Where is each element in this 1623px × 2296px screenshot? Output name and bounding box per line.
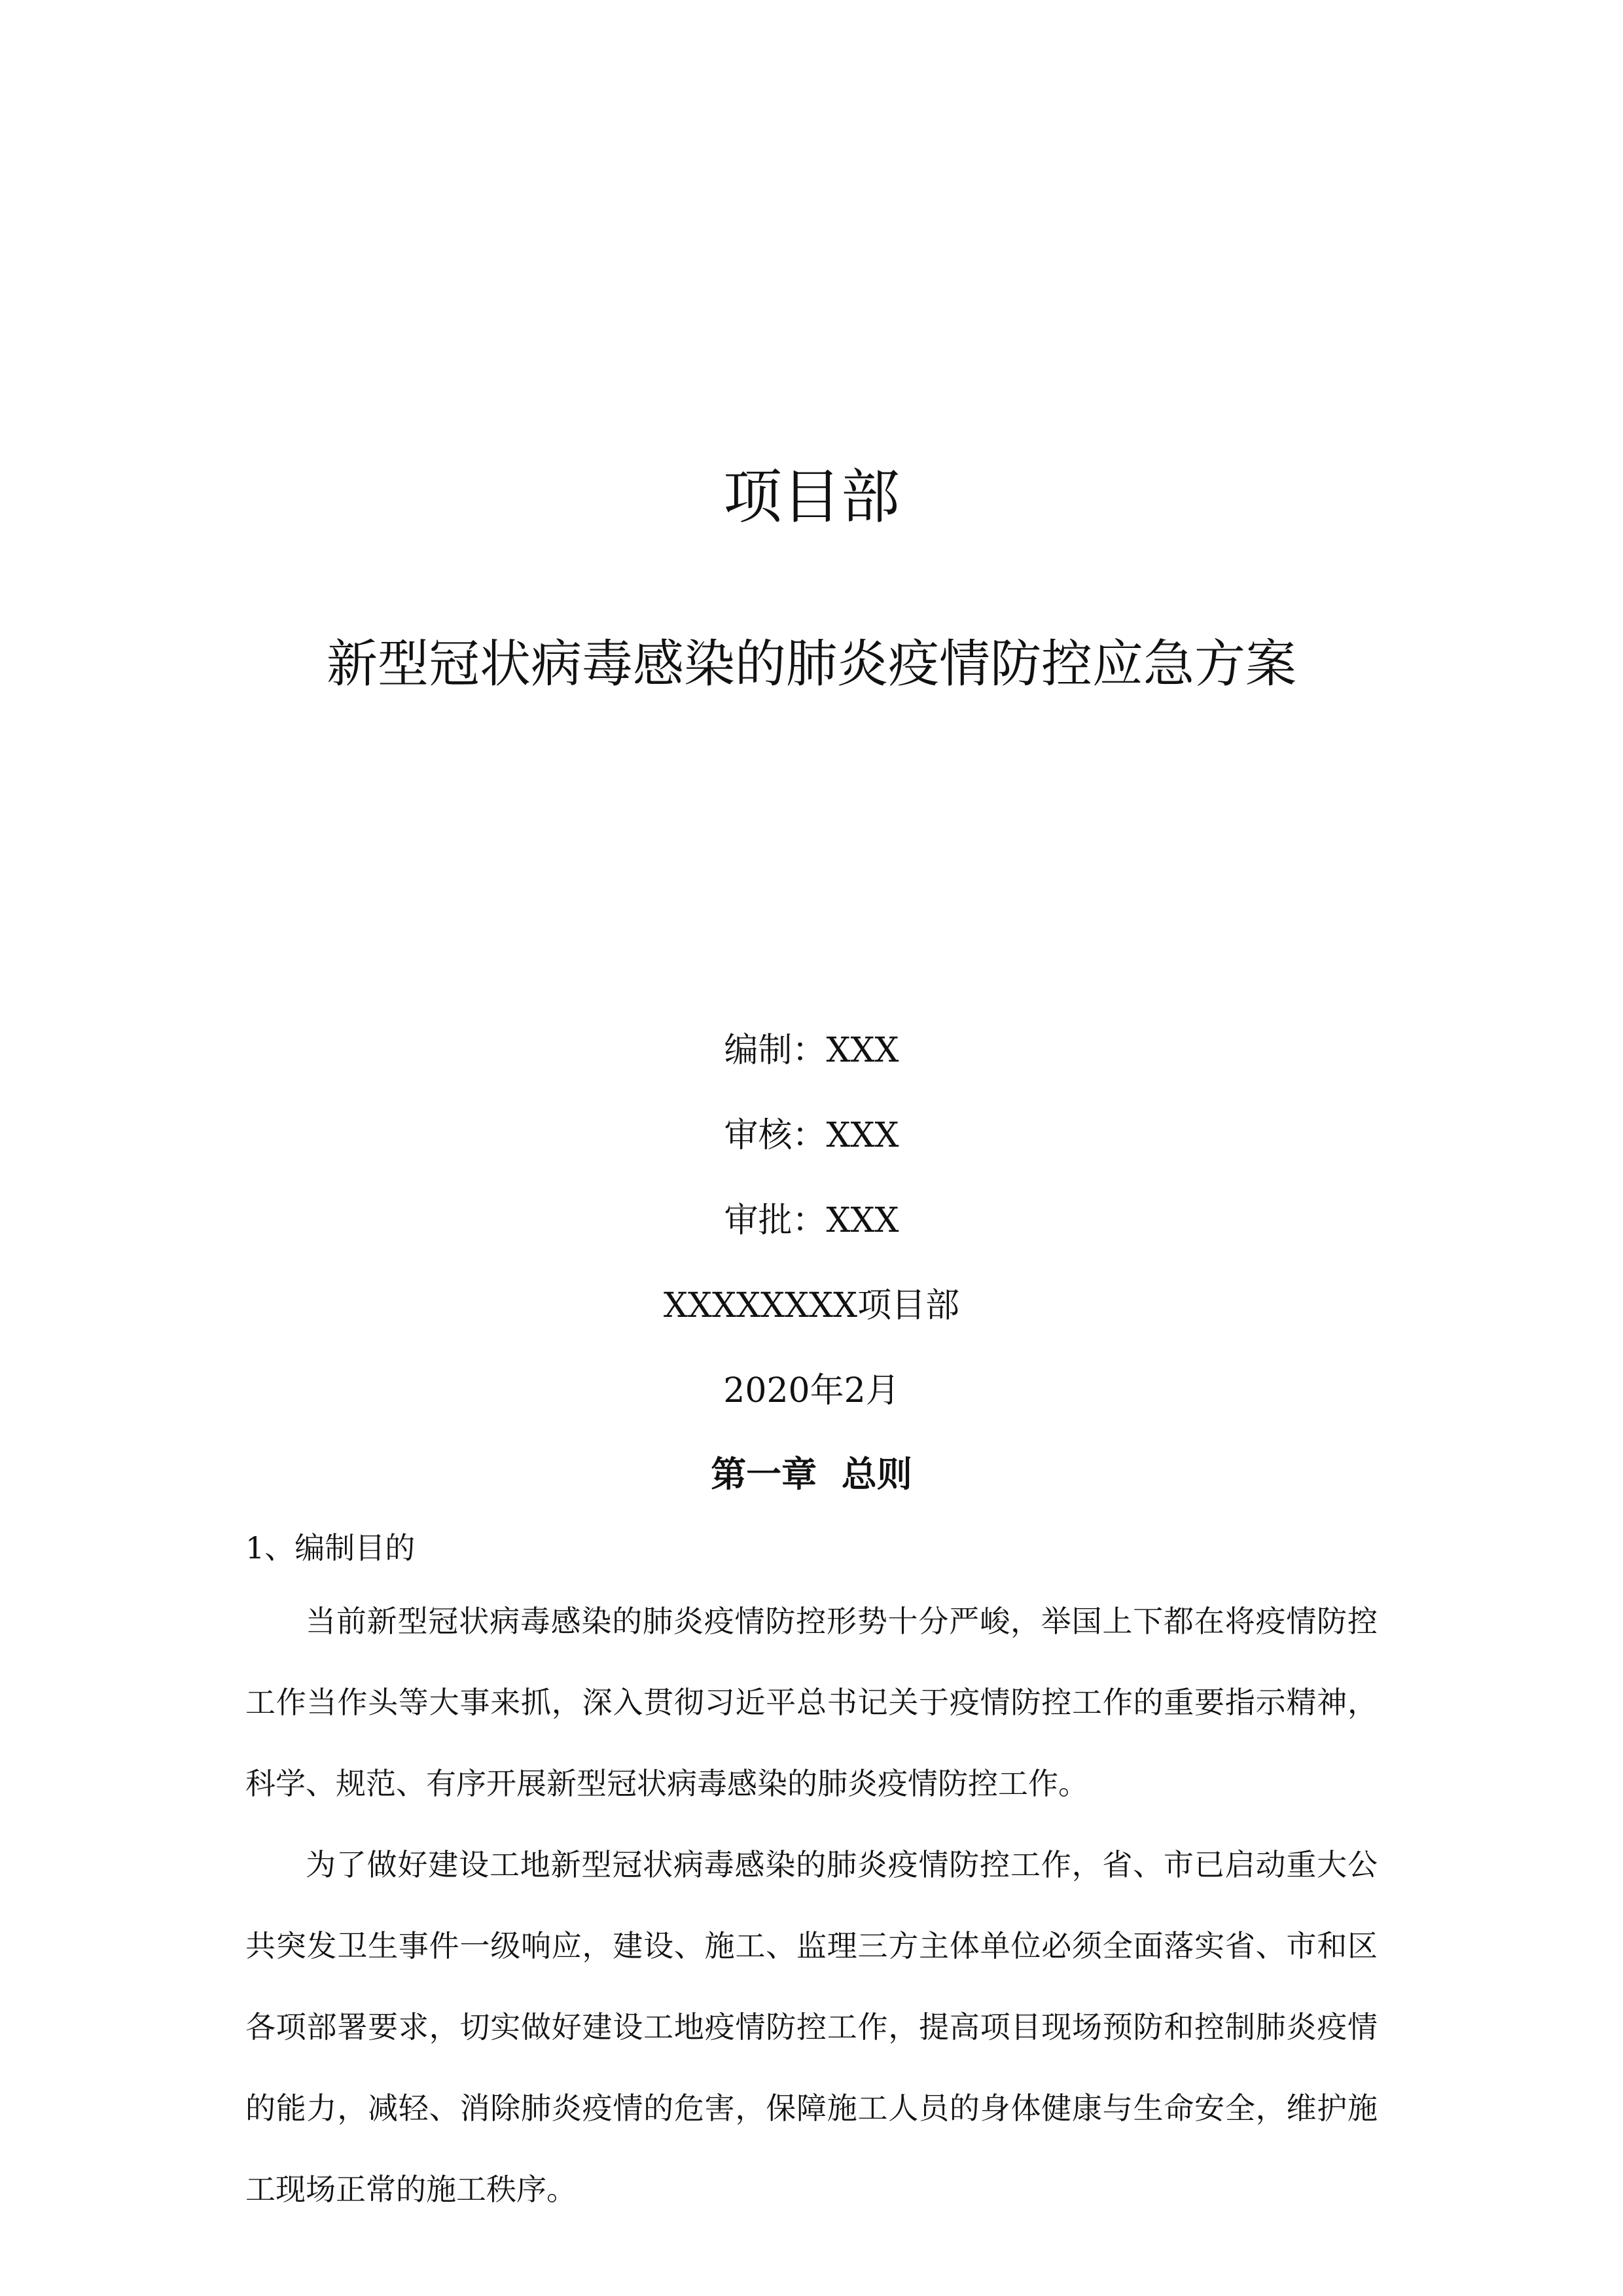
section-title: 1、编制目的 <box>245 1530 416 1566</box>
organization: XXXXXXXX项目部 <box>663 1286 960 1325</box>
paragraph-2: 为了做好建设工地新型冠状病毒感染的肺炎疫情防控工作，省、市已启动重大公共突发卫生事件一级响应，建设、施工、监理三方主体单位必须全面落实省、市和区各项部署要求，切实做好建设工地疫情防控工作，提高项目现场预防和控制肺炎疫情的能力，减轻、消除肺炎疫情的危害，保障施工人员的身体健康与生命安全，维护施工现场正常的施工秩序。 <box>245 1847 1378 2207</box>
chapter-title: 第一章 总则 <box>711 1453 912 1495</box>
document-date: 2020年2月 <box>723 1371 900 1410</box>
document-title: 项目部 <box>723 463 900 531</box>
approved-by: 审批：XXX <box>724 1201 899 1240</box>
reviewed-by: 审核：XXX <box>724 1116 899 1155</box>
document-subtitle: 新型冠状病毒感染的肺炎疫情防控应急方案 <box>326 635 1296 694</box>
compiled-by: 编制：XXX <box>724 1031 899 1070</box>
paragraph-1: 当前新型冠状病毒感染的肺炎疫情防控形势十分严峻，举国上下都在将疫情防控工作当作头等大事来抓，深入贯彻习近平总书记关于疫情防控工作的重要指示精神，科学、规范、有序开展新型冠状病毒感染的肺炎疫情防控工作。 <box>245 1604 1378 1801</box>
